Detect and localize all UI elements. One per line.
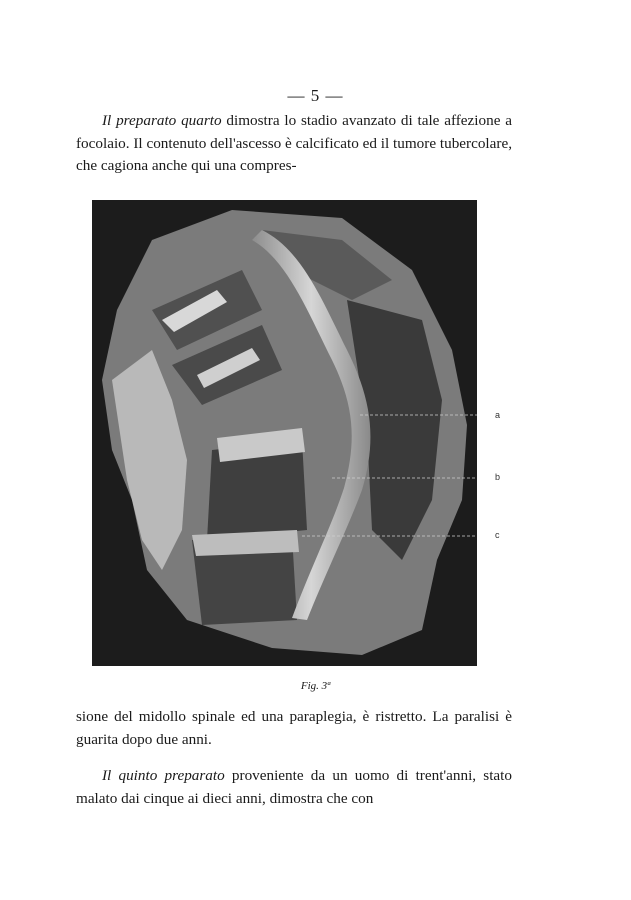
- page-number: — 5 —: [287, 86, 344, 105]
- figure-photograph: [92, 200, 477, 666]
- italic-lead: Il preparato quarto: [102, 112, 222, 129]
- paragraph-text: dimostra lo stadio avanzato di tale affezione a focolaio. Il contenuto dell'ascesso è calcificato ed il tumore tubercolare, che cagiona anche qui una compres-: [76, 112, 512, 174]
- paragraph-preparato-quinto: [76, 765, 512, 810]
- paragraph-continuation: sione del midollo spinale ed una paraplegia, è ristretto. La paralisi è guarita dopo due anni.: [76, 708, 512, 748]
- paragraph-text: proveniente da un uomo di trent'anni, stato malato dai cinque ai dieci anni, dimostra che con: [76, 767, 512, 807]
- italic-lead: Il quinto preparato: [102, 767, 225, 784]
- figure-caption: Fig. 3ª: [300, 680, 331, 692]
- callout-c: c: [495, 530, 500, 540]
- callout-b: b: [495, 472, 501, 482]
- spine-specimen-image: [92, 200, 477, 666]
- paragraph-preparato-quarto: [76, 110, 512, 178]
- callout-a: a: [495, 410, 501, 420]
